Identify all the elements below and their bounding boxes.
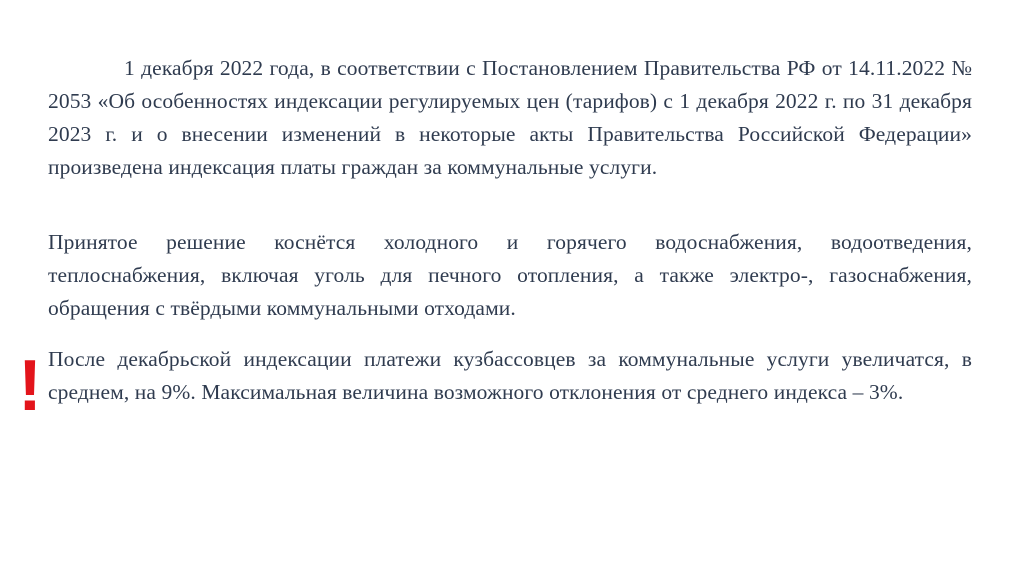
paragraph-indexation-decree: 1 декабря 2022 года, в соответствии с Постановлением Правительства РФ от 14.11.2022 № 2053 «Об особенностях индексации регулируемых цен (тарифов) с 1 декабря 2022 г. по 31 декабря 2023 г. и о внесении изменений в некоторые акты Правительства Российской Федерации» произведена индексация платы граждан за коммунальные услуги. xyxy=(48,56,972,179)
paragraph-affected-services: Принятое решение коснётся холодного и горячего водоснабжения, водоотведения, теплоснабжения, включая уголь для печного отопления, а также электро-, газоснабжения, обращения с твёрдыми коммунальными отходами. xyxy=(48,230,972,320)
paragraph-payment-increase: После декабрьской индексации платежи кузбассовцев за коммунальные услуги увеличатся, в среднем, на 9%. Максимальная величина возможного отклонения от среднего индекса – 3%. xyxy=(48,347,972,404)
attention-exclamation-icon: ! xyxy=(18,346,42,426)
